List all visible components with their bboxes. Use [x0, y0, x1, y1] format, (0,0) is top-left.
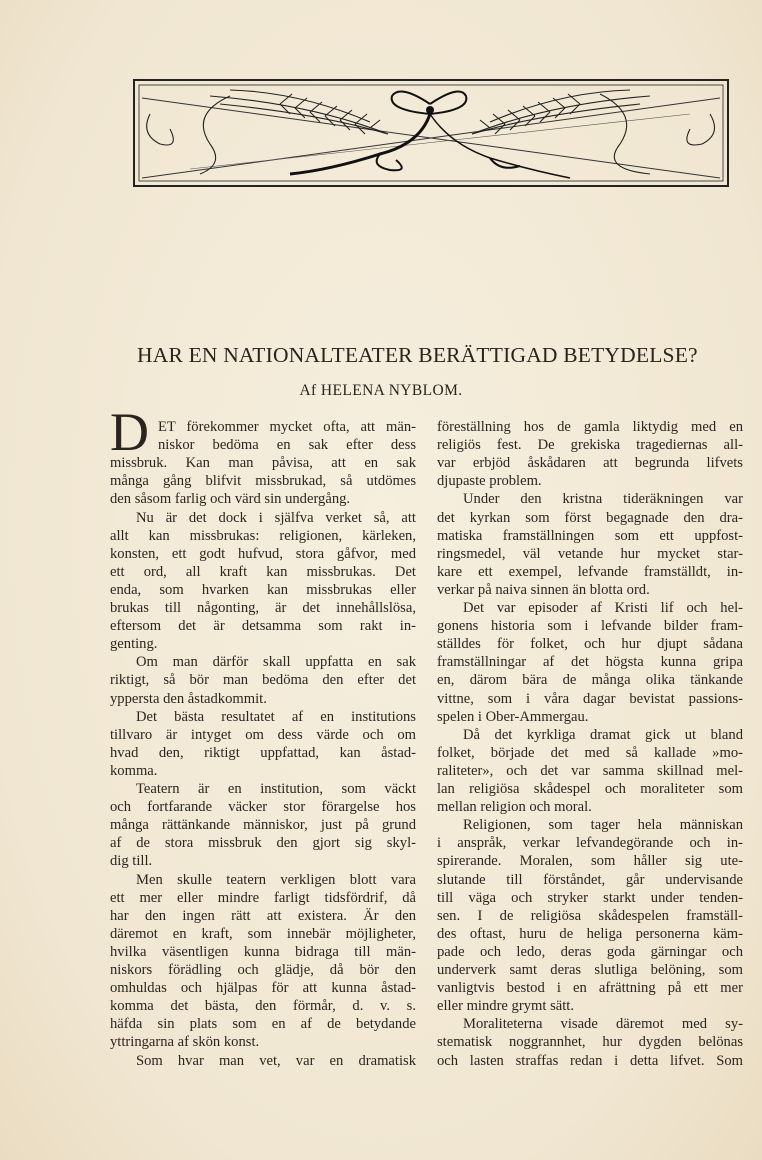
text-line: och lasten straffas redan i detta lifvet. Som [437, 1052, 743, 1069]
text-line: vittne, som i våra dagar bevistat passions- [437, 690, 743, 707]
article-author: Af HELENA NYBLOM. [299, 382, 463, 399]
text-line: eller mindre grymt sätt. [437, 998, 574, 1015]
text-line: kare ett exempel, lefvande framställdt, in- [437, 563, 743, 580]
text-line: af de stora missbruk den gjort sig skyl- [110, 835, 416, 852]
text-line: enda, som hvarken kan missbrukas eller [110, 581, 416, 598]
text-line: däremot en kraft, som innebär möjligheter, [110, 925, 416, 942]
text-line: lan religiösa skådespel och moraliteter som [437, 781, 743, 797]
text-line: ett mer eller mindre farligt tidsfördrif, då [110, 889, 416, 906]
text-line: tillvaro är intyget om dess värde och om [110, 726, 416, 743]
text-line: många rättänkande människor, just på grund [110, 817, 416, 834]
text-line: Men skulle teatern verkligen blott vara [136, 871, 416, 888]
text-line: konsten, ett godt hufvud, stora gåfvor, med [110, 545, 416, 562]
text-line: folket, började det med så kallade »mo- [437, 744, 743, 761]
text-line: den såsom farlig och värd sin undergång. [110, 491, 351, 508]
text-line: genting. [110, 636, 158, 653]
text-line: underverk samt deras slutliga belöning, som [437, 962, 743, 978]
text-line: verkar på naiva sinnen än blotta ord. [437, 581, 650, 598]
text-line: slutande till förståndet, går undervisande [437, 871, 743, 888]
text-line: många gång blifvit missbrukad, så utdömes [110, 473, 416, 490]
text-line: ställdes för folket, och hur djupt sådana [437, 636, 743, 653]
article-title: HAR EN NATIONALTEATER BERÄTTIGAD BETYDELSE? [137, 343, 698, 367]
text-line: vanligtvis bestod i en afrättning på ett mer [437, 980, 743, 997]
text-line: komma. [110, 762, 158, 779]
text-line: hvad den, riktigt uppfattad, kan åstad- [110, 744, 416, 761]
text-line: dig till. [110, 853, 153, 870]
text-line: pade och ledo, deras goda gärningar och [437, 943, 743, 960]
text-line: Nu är det dock i själfva verket så, att [136, 509, 416, 526]
text-line: eftersom det är detsamma som rakt in- [110, 618, 416, 635]
drop-cap: D [110, 402, 149, 462]
text-line: niskor bedöma en sak efter dess [158, 437, 416, 454]
text-line: i anspråk, verkar lefvandegörande och in- [437, 835, 743, 852]
text-line: Teatern är en institution, som väckt [136, 781, 416, 797]
text-line: raliteter», och det var samma skillnad mel- [437, 762, 743, 779]
text-line: brukas till någonting, är det innehållslösa, [110, 600, 416, 616]
text-line: det kyrkan som först begagnade den dra- [437, 509, 743, 526]
text-line: des oftast, huru de heliga personerna käm- [437, 925, 743, 942]
text-line: spirerande. Moralen, som håller sig ute- [437, 853, 743, 870]
text-line: Religionen, som tager hela människan [463, 817, 743, 834]
text-line: Om man därför skall uppfatta en sak [136, 654, 416, 671]
text-line: framställningar af det högsta kunna gripa [437, 654, 743, 671]
text-line: en, därom bära de många olika tänkande [437, 672, 743, 689]
text-line: missbruk. Kan man påvisa, att en sak [110, 455, 416, 472]
text-line: stematisk noggrannhet, hur dygden belönas [437, 1034, 743, 1051]
text-line: Som hvar man vet, var en dramatisk [136, 1052, 416, 1069]
text-line: riktigt, så bör man bedöma den efter det [110, 672, 416, 689]
text-line: ypperstа den åstadkommit. [110, 690, 267, 707]
text-line: Det var episoder af Kristi lif och hel- [463, 600, 743, 616]
text-line: matiska framställningen som ett uppfost- [437, 527, 743, 544]
text-line: komma det bästa, den förmår, d. v. s. [110, 998, 416, 1015]
wheat-ribbon-ornament [130, 74, 732, 192]
text-line: ringsmedel, väl vetande hur mycket star- [437, 545, 743, 562]
text-line: omhuldas och hjälpas för att kunna åstad- [110, 980, 416, 997]
text-line: var erbjöd åskådaren att begrunda lifvets [437, 455, 743, 472]
text-line: yttringarna af skön konst. [110, 1034, 260, 1051]
text-line: Under den kristna tideräkningen var [463, 491, 743, 508]
text-line: gonens historia som i lefvande bilder fram- [437, 618, 743, 635]
text-line: religiös fest. De grekiska tragediernas all- [437, 437, 743, 454]
text-line: Då det kyrkliga dramat gick ut bland [463, 726, 743, 743]
text-line: Moraliteterna visade däremot med sy- [463, 1016, 743, 1033]
text-line: niskors förädling och glädje, då bör den [110, 962, 416, 978]
text-line: hvilka väsentligen kunna bidraga till män- [110, 943, 416, 960]
text-line: till väga och stryker starkt under tenden- [437, 889, 743, 906]
text-line: mellan religion och moral. [437, 799, 592, 816]
text-line: häfda sin plats som en af de betydande [110, 1016, 416, 1033]
text-line: djupaste problem. [437, 473, 542, 490]
text-line: ett ord, all kraft kan missbrukas. Det [110, 563, 416, 580]
text-line: har den ingen rätt att existera. Är den [110, 907, 416, 924]
text-line: Det bästa resultatet af en institutions [136, 708, 416, 725]
text-line: spelen i Ober-Ammergau. [437, 708, 589, 725]
text-line: sen. I de religiösa skådespelen framställ- [437, 907, 743, 924]
text-line: ET förekommer mycket ofta, att män- [158, 419, 416, 435]
text-line: och fortfarande väcker stor förargelse hos [110, 799, 416, 816]
text-line: föreställning hos de gamla liktydig med en [437, 419, 743, 435]
text-line: allt kan missbrukas: religionen, kärleken, [110, 527, 416, 544]
